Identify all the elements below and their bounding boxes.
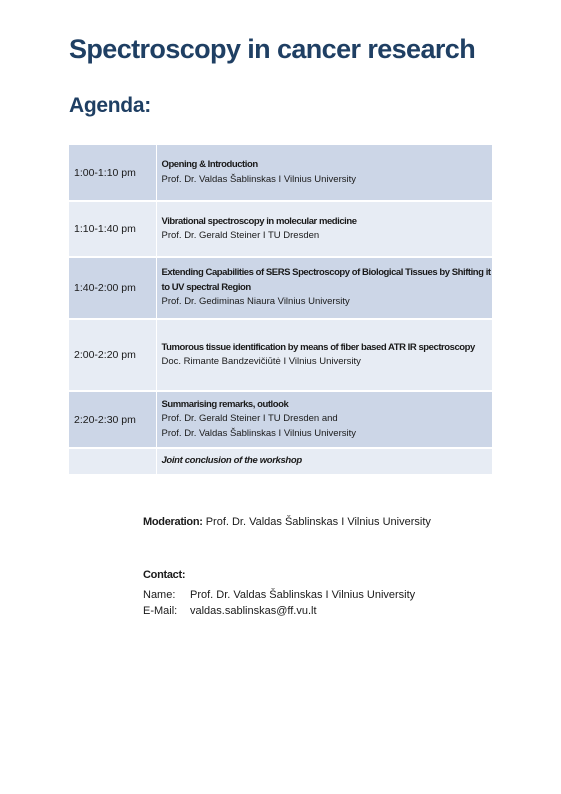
- talk-speaker: Prof. Dr. Valdas Šablinskas I Vilnius University: [161, 427, 356, 439]
- agenda-row: [69, 257, 492, 319]
- agenda-time: 2:00-2:20 pm: [69, 319, 156, 391]
- contact-email-line: [143, 605, 317, 617]
- talk-title: Tumorous tissue identification by means of fiber based ATR IR spectroscopy: [161, 341, 475, 353]
- talk-speaker: Prof. Dr. Gerald Steiner I TU Dresden and: [161, 413, 338, 425]
- agenda-table: [69, 145, 492, 476]
- talk-speaker: Prof. Dr. Gediminas Niaura Vilnius University: [161, 296, 350, 308]
- agenda-time: 1:40-2:00 pm: [69, 257, 156, 319]
- agenda-talk: [156, 145, 492, 201]
- agenda-time: 2:20-2:30 pm: [69, 391, 156, 448]
- conclusion-text: Joint conclusion of the workshop: [161, 455, 302, 467]
- talk-title: Opening & Introduction: [161, 159, 258, 170]
- contact-email-link[interactable]: valdas.sablinskas@ff.vu.lt: [190, 605, 317, 617]
- contact-heading: Contact:: [143, 569, 186, 581]
- contact-name-value: Prof. Dr. Valdas Šablinskas I Vilnius University: [190, 589, 416, 601]
- moderation-label: Moderation:: [143, 516, 203, 528]
- agenda-time: [69, 448, 156, 475]
- agenda-time: 1:00-1:10 pm: [69, 145, 156, 201]
- agenda-time: 1:10-1:40 pm: [69, 201, 156, 257]
- talk-speaker: Prof. Dr. Gerald Steiner I TU Dresden: [161, 230, 320, 241]
- agenda-talk: [156, 448, 492, 475]
- talk-speaker: Doc. Rimante Bandzevičiūtė I Vilnius University: [161, 356, 361, 367]
- agenda-row: [69, 448, 492, 475]
- talk-speaker: Prof. Dr. Valdas Šablinskas I Vilnius University: [161, 173, 356, 185]
- agenda-talk: [156, 257, 492, 319]
- contact-email-label: E-Mail:: [143, 605, 178, 617]
- agenda-row: [69, 201, 492, 257]
- talk-title: Extending Capabilities of SERS Spectroscopy of Biological Tissues by Shifting it to UV spectral Region: [161, 267, 491, 293]
- agenda-talk: [156, 391, 492, 448]
- agenda-row: [69, 319, 492, 391]
- moderation-value: Prof. Dr. Valdas Šablinskas I Vilnius University: [205, 516, 431, 528]
- agenda-row: [69, 145, 492, 201]
- moderation-line: [143, 516, 431, 528]
- agenda-talk: [156, 319, 492, 391]
- agenda-heading: Agenda:: [69, 94, 151, 117]
- talk-title: Vibrational spectroscopy in molecular medicine: [161, 215, 357, 227]
- agenda-row: [69, 391, 492, 448]
- page-title: Spectroscopy in cancer research: [69, 34, 476, 64]
- talk-title: Summarising remarks, outlook: [161, 398, 289, 410]
- agenda-talk: [156, 201, 492, 257]
- contact-name-line: [143, 589, 415, 601]
- contact-name-label: Name:: [143, 589, 176, 601]
